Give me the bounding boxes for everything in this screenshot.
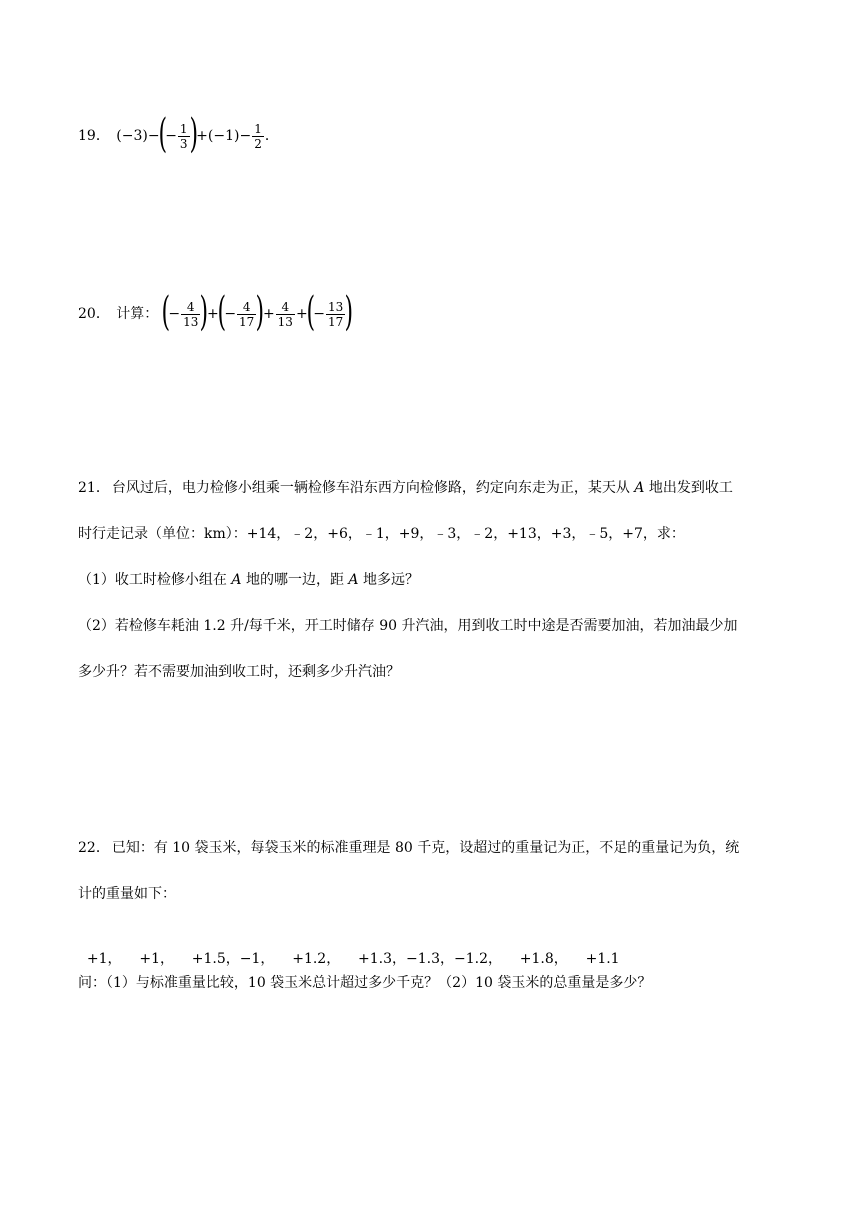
question-22-line-2 <box>78 884 176 904</box>
question-text: 已知：有 10 袋玉米，每袋玉米的标准重理是 80 千克，设超过的重量记为正，不足的重量记为负，统 <box>111 840 740 856</box>
plus-sign: + <box>295 306 308 322</box>
right-paren: ) <box>344 289 354 335</box>
question-number: 21． <box>78 480 110 496</box>
minus-sign: − <box>224 306 237 322</box>
weight-values: +1， +1， +1.5，−1， +1.2， +1.3，−1.3，−1.2， +1.8， +1.1 <box>86 951 620 967</box>
question-text: 问：（1）与标准重量比较，10 袋玉米总计超过多少千克？（2）10 袋玉米的总重量是多少？ <box>78 975 652 991</box>
question-text: 时行走记录（单位：km）：+14，﹣2，+6，﹣1，+9，﹣3，﹣2，+13，+3，﹣5，+7，求： <box>78 526 685 542</box>
right-paren: ) <box>199 289 209 335</box>
expression <box>116 111 279 157</box>
right-paren: ) <box>255 289 265 335</box>
variable-a: A <box>348 572 359 588</box>
expression <box>161 289 354 335</box>
question-21-part-2-line-1 <box>78 616 738 636</box>
numerator: 1 <box>179 121 188 136</box>
question-label: 计算： <box>116 306 159 322</box>
question-number: 19． <box>78 128 110 144</box>
denominator: 13 <box>183 314 199 329</box>
plus-sign: + <box>262 306 275 322</box>
left-paren: ( <box>306 289 315 335</box>
minus-sign: − <box>313 306 326 322</box>
left-paren: ( <box>161 289 170 335</box>
numerator: 1 <box>254 121 262 136</box>
plus-sign: + <box>206 306 219 322</box>
question-21-part-1 <box>78 570 419 590</box>
question-text: 多少升？若不需要加油到收工时，还剩多少升汽油？ <box>78 664 400 680</box>
numerator: 4 <box>242 299 251 314</box>
question-text: 台风过后，电力检修小组乘一辆检修车沿东西方向检修路，约定向东走为正，某天从 <box>111 480 630 496</box>
denominator: 3 <box>179 136 188 151</box>
question-21-part-2-line-2 <box>78 662 400 682</box>
fraction <box>252 122 264 151</box>
term: (−3)− <box>116 128 160 144</box>
denominator: 17 <box>239 314 255 329</box>
question-text: 地多远？ <box>362 572 419 588</box>
question-22-question <box>78 973 651 993</box>
minus-sign: − <box>165 128 177 144</box>
left-paren: ( <box>158 111 167 157</box>
numerator: 13 <box>328 299 344 314</box>
question-text: （1）收工时检修小组在 <box>78 572 227 588</box>
question-text: 地的哪一边，距 <box>245 572 344 588</box>
left-paren: ( <box>217 289 226 335</box>
question-text: （2）若检修车耗油 1.2 升/每千米，开工时储存 90 升汽油，用到收工时中途是否需要加油，若加油最少加 <box>78 618 738 634</box>
question-text: 地出发到收工 <box>648 480 733 496</box>
right-paren: ) <box>189 111 198 157</box>
question-text: 计的重量如下： <box>78 886 176 902</box>
fraction <box>178 122 190 151</box>
question-19 <box>78 111 279 157</box>
question-21-line-1 <box>78 478 733 498</box>
period: ． <box>264 128 279 144</box>
term: +(−1)− <box>196 128 252 144</box>
denominator: 17 <box>328 314 344 329</box>
question-22-values <box>78 929 620 969</box>
question-22-line-1 <box>78 838 739 858</box>
denominator: 13 <box>277 314 293 329</box>
fraction <box>181 300 200 329</box>
numerator: 4 <box>281 299 290 314</box>
fraction <box>276 300 295 329</box>
question-21-line-2 <box>78 524 685 544</box>
variable-a: A <box>634 480 645 496</box>
question-20 <box>78 289 354 335</box>
fraction <box>326 300 345 329</box>
variable-a: A <box>231 572 242 588</box>
minus-sign: − <box>168 306 181 322</box>
question-number: 20． <box>78 306 110 322</box>
numerator: 4 <box>186 299 195 314</box>
question-number: 22． <box>78 840 110 856</box>
fraction <box>237 300 256 329</box>
denominator: 2 <box>254 136 262 151</box>
